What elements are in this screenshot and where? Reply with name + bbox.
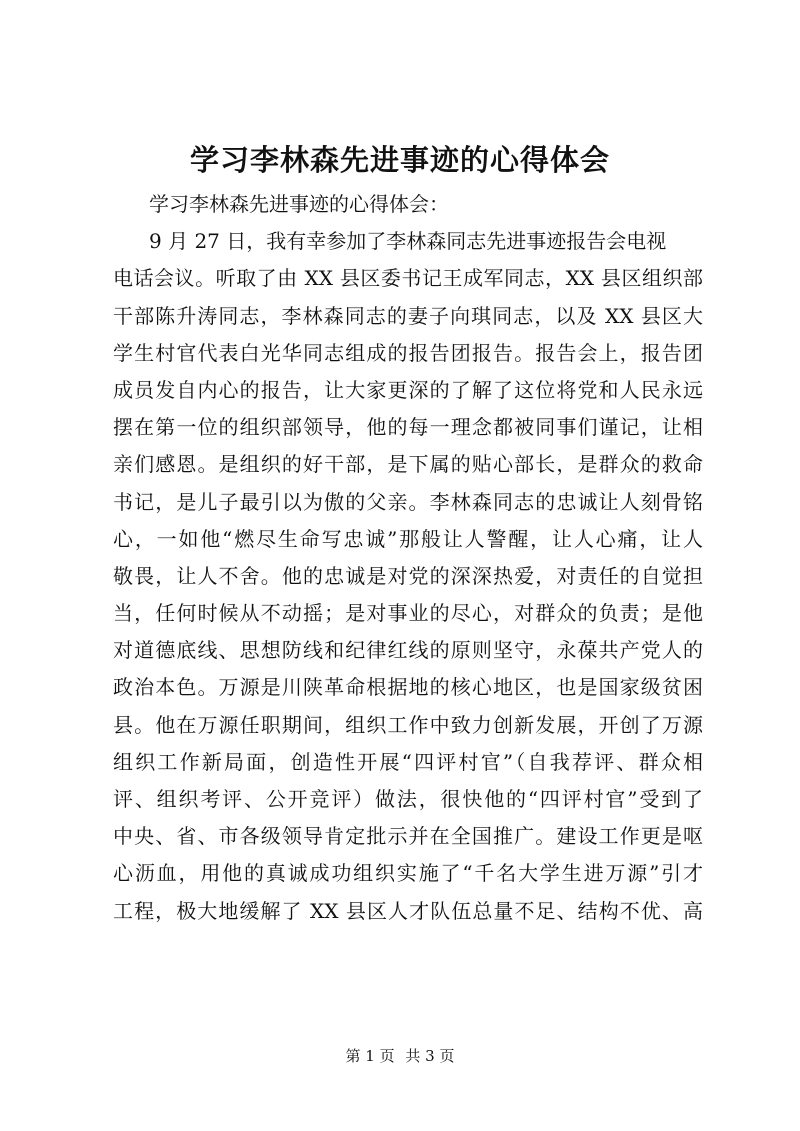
body-line: 摆在第一位的组织部领导，他的每一理念都被同事们谨记，让相 [113,415,703,440]
body-line: 政治本色。万源是川陕革命根据地的核心地区，也是国家级贫困 [113,675,703,700]
body-line: 工程，极大地缓解了 XX 县区人才队伍总量不足、结构不优、高 [113,898,703,923]
page-number: 第 1 页 [345,1047,395,1065]
document-body [113,186,703,930]
body-line: 当，任何时候从不动摇；是对事业的尽心，对群众的负责；是他 [113,601,703,626]
body-line: 书记，是儿子最引以为傲的父亲。李林森同志的忠诚让人刻骨铭 [113,489,703,514]
body-line: 对道德底线、思想防线和纪律红线的原则坚守，永葆共产党人的 [113,638,703,663]
body-line: 电话会议。听取了由 XX 县区委书记王成军同志，XX 县区组织部 [113,266,703,291]
body-line: 9 月 27 日，我有幸参加了李林森同志先进事迹报告会电视 [149,229,667,254]
body-line: 学生村官代表白光华同志组成的报告团报告。报告会上，报告团 [113,340,703,365]
body-line: 学习李林森先进事迹的心得体会： [149,192,449,216]
body-line: 评、组织考评、公开竞评）做法，很快他的“四评村官”受到了 [113,787,703,811]
body-line: 心沥血，用他的真诚成功组织实施了“千名大学生进万源”引才 [113,861,703,886]
page-footer [0,1046,800,1066]
body-line: 亲们感恩。是组织的好干部，是下属的贴心部长，是群众的救命 [113,452,703,477]
body-line: 干部陈升涛同志，李林森同志的妻子向琪同志，以及 XX 县区大 [113,303,703,328]
document-title: 学习李林森先进事迹的心得体会 [189,143,610,177]
body-line: 心，一如他“燃尽生命写忠诚”那般让人警醒，让人心痛，让人 [113,526,703,551]
body-line: 中央、省、市各级领导肯定批示并在全国推广。建设工作更是呕 [113,824,703,849]
body-line: 成员发自内心的报告，让大家更深的了解了这位将党和人民永远 [113,377,703,402]
body-line: 敬畏，让人不舍。他的忠诚是对党的深深热爱，对责任的自觉担 [113,563,703,588]
page-total: 共 3 页 [405,1047,455,1065]
body-line: 组织工作新局面，创造性开展“四评村官”（自我荐评、群众相 [113,749,703,774]
body-line: 县。他在万源任职期间，组织工作中致力创新发展，开创了万源 [113,712,703,737]
